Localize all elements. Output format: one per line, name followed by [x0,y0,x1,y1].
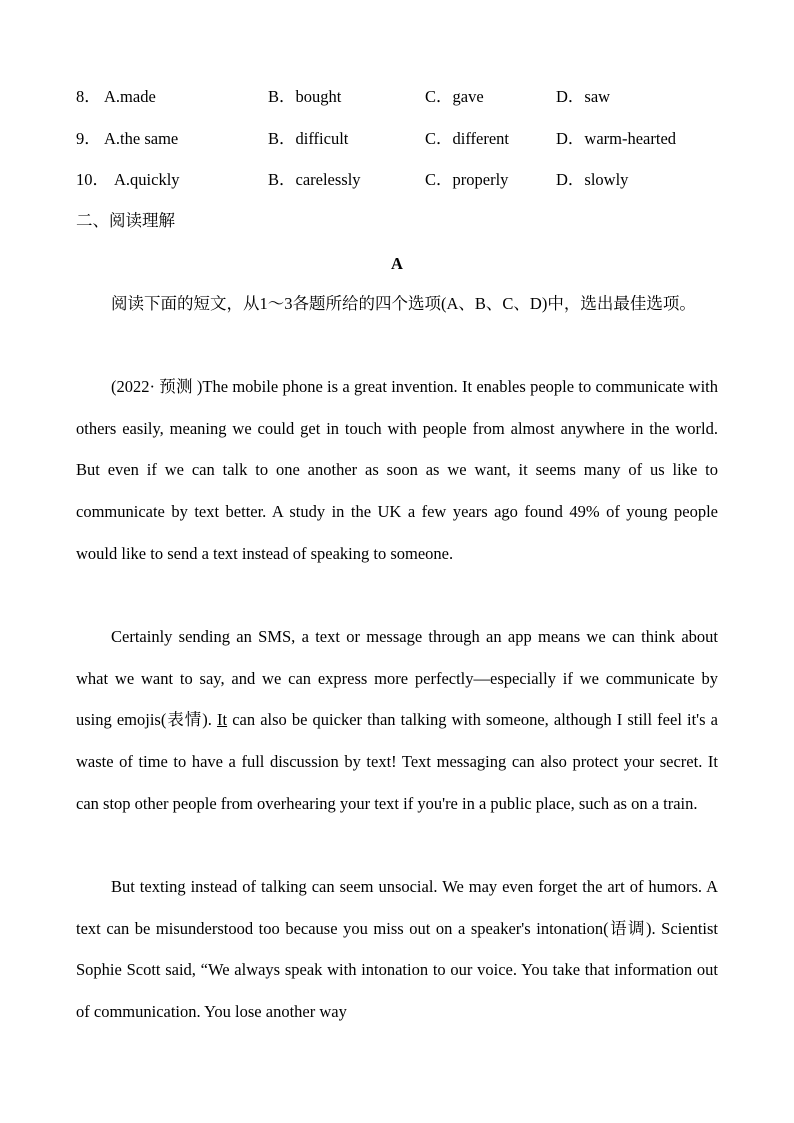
option-a: A.the same [104,129,179,148]
option-b: B．difficult [268,129,349,148]
option-d: D．saw [556,87,611,106]
section-heading: 二、阅读理解 [76,211,175,230]
option-a: A.quickly [114,170,180,189]
passage-label: A [391,254,403,273]
option-c: C．gave [425,87,484,106]
option-b: B．bought [268,87,342,106]
option-d: D．warm-hearted [556,129,677,148]
passage-paragraph-2 [76,616,718,825]
underlined-word: It [217,710,228,730]
option-a: A.made [104,87,156,106]
paragraph-2-text-end: can also be quicker than talking with someone, although I still feel it's a waste of time to have a full discussion by text! Text messaging can also protect your secret. It can stop other people from overhearing your text if you're in a public place, such as on a train. [76,710,718,813]
question-number: 8． [76,87,101,106]
paragraph-2-text-start: Certainly sending an SMS, a text or message through an app means we can think about what we want to say, and we can express more perfectly—especially if we communicate by using emojis(表情). [76,627,718,730]
option-c: C．different [425,129,510,148]
passage-paragraph-1: (2022· 预测 )The mobile phone is a great invention. It enables people to communicate with others easily, meaning we could get in touch with people from almost anywhere in the world. But even if we can talk to one another as soon as we want, it seems many of us like to communicate by text better. A study in the UK a few years ago found 49% of young people would like to send a text instead of speaking to someone. [76,377,718,563]
option-c: C．properly [425,170,509,189]
question-10-options [0,168,794,192]
option-d: D．slowly [556,170,629,189]
instruction-paragraph: 阅读下面的短文，从1～3各题所给的四个选项(A、B、C、D)中，选出最佳选项。 [111,294,696,313]
question-number: 10． [76,170,109,189]
passage-paragraph-3: But texting instead of talking can seem unsocial. We may even forget the art of humors. A text can be misunderstood too because you miss out on a speaker's intonation(语调). Scientist Sophie Scott said, “We always speak with intonation to our voice. You take that information out of communication. You lose another way [76,877,718,1022]
question-number: 9． [76,129,101,148]
option-b: B．carelessly [268,170,361,189]
question-8-options [0,85,794,109]
question-9-options [0,127,794,151]
